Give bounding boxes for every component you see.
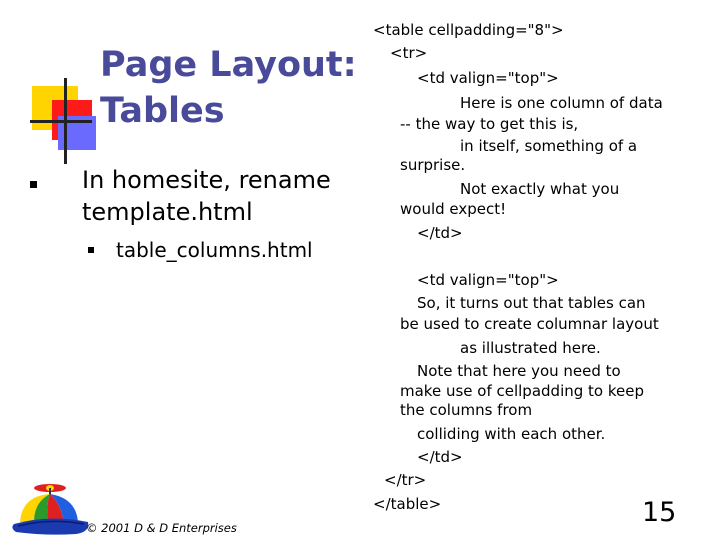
bullet-line-1: In homesite, rename [82,166,331,194]
code-line: </tr> [384,471,427,489]
code-line: would expect! [400,200,507,218]
code-line: </td> [417,224,463,242]
code-line: <table cellpadding="8"> [373,21,564,39]
code-line: as illustrated here. [460,339,601,357]
code-line: Note that here you need to [417,362,621,380]
code-line: colliding with each other. [417,425,606,443]
bullet-square-icon [30,181,37,188]
code-line: Here is one column of data [460,94,663,112]
code-line: surprise. [400,156,466,174]
code-line: the columns from [400,401,533,419]
sub-bullet-item: table_columns.html [116,238,313,262]
code-line: make use of cellpadding to keep [400,382,644,400]
code-line: <tr> [390,44,428,62]
code-line: <td valign="top"> [417,69,559,87]
code-line: -- the way to get this is, [400,115,579,133]
propeller-cap-logo-icon [6,478,94,540]
title-decoration-horizontal-line [30,120,92,123]
bullet-line-2: template.html [82,198,253,226]
slide-title-line-2: Tables [100,91,225,131]
code-line: in itself, something of a [460,137,638,155]
code-line: Not exactly what you [460,180,620,198]
slide-title [100,42,357,134]
code-line: be used to create columnar layout [400,315,659,333]
code-line: <td valign="top"> [417,271,559,289]
page-number: 15 [642,497,677,528]
slide-title-line-1: Page Layout: [100,45,357,85]
bullet-item [82,164,331,228]
code-line: </table> [373,495,442,513]
code-line: So, it turns out that tables can [417,294,646,312]
copyright-footer: © 2001 D & D Enterprises [86,521,237,535]
code-line: </td> [417,448,463,466]
sub-bullet-square-icon [88,247,94,253]
